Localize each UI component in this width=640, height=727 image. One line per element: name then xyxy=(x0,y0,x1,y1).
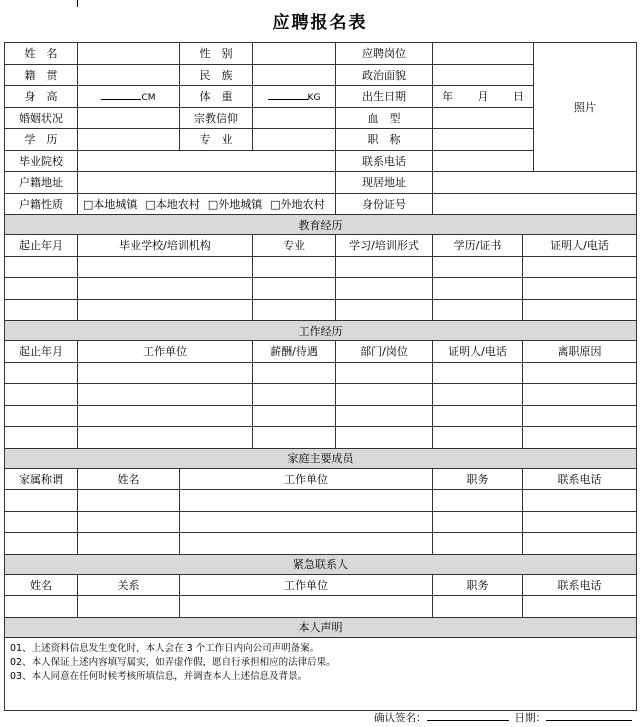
label-origin: 籍 贯 xyxy=(5,64,78,86)
work-cell[interactable] xyxy=(78,384,253,406)
input-education[interactable] xyxy=(78,129,180,151)
input-gender[interactable] xyxy=(253,43,336,65)
work-cell[interactable] xyxy=(523,405,637,427)
form-table xyxy=(4,42,637,711)
work-cell[interactable] xyxy=(5,384,78,406)
family-cell[interactable] xyxy=(433,490,523,512)
photo-box[interactable]: 照片 xyxy=(534,43,637,172)
emergency-header: 姓名 xyxy=(5,574,78,596)
edu-header: 证明人/电话 xyxy=(523,235,637,257)
family-row xyxy=(5,533,637,555)
family-cell[interactable] xyxy=(78,511,180,533)
work-cell[interactable] xyxy=(5,362,78,384)
edu-cell[interactable] xyxy=(433,299,523,321)
input-phone[interactable] xyxy=(433,150,534,172)
work-cell[interactable] xyxy=(253,384,336,406)
work-cell[interactable] xyxy=(78,427,253,449)
family-cell[interactable] xyxy=(5,490,78,512)
label-phone: 联系电话 xyxy=(336,150,433,172)
emergency-row xyxy=(5,596,637,618)
edu-cell[interactable] xyxy=(336,299,433,321)
family-cell[interactable] xyxy=(78,533,180,555)
family-cell[interactable] xyxy=(523,490,637,512)
checkbox-nonlocal-urban[interactable]: □外地城镇 xyxy=(207,197,263,211)
birth-day: 日 xyxy=(513,90,524,104)
input-marital[interactable] xyxy=(78,107,180,129)
work-cell[interactable] xyxy=(336,362,433,384)
unit-kg: KG xyxy=(307,93,321,104)
family-header: 家属称谓 xyxy=(5,468,78,490)
input-birth[interactable] xyxy=(433,86,534,108)
label-current-addr: 现居地址 xyxy=(336,172,433,194)
label-height: 身 高 xyxy=(5,86,78,108)
section-work: 工作经历 xyxy=(5,321,637,341)
emergency-cell[interactable] xyxy=(433,596,523,618)
family-row xyxy=(5,511,637,533)
emergency-header: 工作单位 xyxy=(180,574,433,596)
work-cell[interactable] xyxy=(523,362,637,384)
label-major: 专 业 xyxy=(180,129,253,151)
label-education: 学 历 xyxy=(5,129,78,151)
label-marital: 婚姻状况 xyxy=(5,107,78,129)
declaration-line: 03、本人同意在任何时候考核所填信息，并调查本人上述信息及背景。 xyxy=(10,670,308,682)
work-cell[interactable] xyxy=(253,362,336,384)
work-row xyxy=(5,427,637,449)
label-birth: 出生日期 xyxy=(336,86,433,108)
family-cell[interactable] xyxy=(180,511,433,533)
input-school[interactable] xyxy=(78,150,336,172)
family-header: 姓名 xyxy=(78,468,180,490)
work-cell[interactable] xyxy=(433,384,523,406)
label-hukou-type: 户籍性质 xyxy=(5,193,78,215)
label-ethnicity: 民 族 xyxy=(180,64,253,86)
label-weight: 体 重 xyxy=(180,86,253,108)
label-position: 应聘岗位 xyxy=(336,43,433,65)
work-cell[interactable] xyxy=(433,405,523,427)
label-name: 姓 名 xyxy=(5,43,78,65)
edu-cell[interactable] xyxy=(433,256,523,278)
hukou-type-options xyxy=(78,193,336,215)
input-origin[interactable] xyxy=(78,64,180,86)
label-hukou-addr: 户籍地址 xyxy=(5,172,78,194)
input-position[interactable] xyxy=(433,43,534,65)
work-cell[interactable] xyxy=(433,427,523,449)
family-cell[interactable] xyxy=(523,533,637,555)
family-cell[interactable] xyxy=(5,533,78,555)
label-gender: 性 别 xyxy=(180,43,253,65)
signature-field[interactable] xyxy=(427,710,509,721)
work-row xyxy=(5,384,637,406)
work-cell[interactable] xyxy=(5,427,78,449)
input-current-addr[interactable] xyxy=(433,172,637,194)
date-label: 日期： xyxy=(514,712,546,724)
edu-cell[interactable] xyxy=(253,278,336,300)
input-ethnicity[interactable] xyxy=(253,64,336,86)
work-row xyxy=(5,362,637,384)
edu-cell[interactable] xyxy=(78,278,253,300)
edu-row xyxy=(5,299,637,321)
label-title: 职 称 xyxy=(336,129,433,151)
section-family: 家庭主要成员 xyxy=(5,448,637,468)
emergency-header: 联系电话 xyxy=(523,574,637,596)
date-field[interactable] xyxy=(546,710,632,721)
work-cell[interactable] xyxy=(78,405,253,427)
application-form xyxy=(4,42,636,711)
input-title[interactable] xyxy=(433,129,534,151)
checkbox-local-rural[interactable]: □本地农村 xyxy=(145,197,200,211)
input-weight[interactable] xyxy=(253,86,336,108)
work-header: 离职原因 xyxy=(523,341,637,363)
declaration-line: 02、本人保证上述内容填写属实，如弄虚作假，愿自行承担相应的法律后果。 xyxy=(10,656,336,668)
work-header: 部门/岗位 xyxy=(336,341,433,363)
work-row xyxy=(5,405,637,427)
input-name[interactable] xyxy=(78,43,180,65)
edu-cell[interactable] xyxy=(253,299,336,321)
section-emergency: 紧急联系人 xyxy=(5,554,637,574)
work-header: 起止年月 xyxy=(5,341,78,363)
edu-cell[interactable] xyxy=(523,256,637,278)
edu-header: 毕业学校/培训机构 xyxy=(78,235,253,257)
input-blood[interactable] xyxy=(433,107,534,129)
emergency-header: 关系 xyxy=(78,574,180,596)
edu-cell[interactable] xyxy=(523,299,637,321)
sign-label: 确认签名： xyxy=(374,712,427,724)
declaration-box xyxy=(5,637,637,710)
family-cell[interactable] xyxy=(180,533,433,555)
label-id-card: 身份证号 xyxy=(336,193,433,215)
emergency-cell[interactable] xyxy=(180,596,433,618)
declaration-line: 01、上述资料信息发生变化时，本人会在 3 个工作日内向公司声明备案。 xyxy=(10,642,320,654)
family-header: 工作单位 xyxy=(180,468,433,490)
edu-header: 起止年月 xyxy=(5,235,78,257)
label-school: 毕业院校 xyxy=(5,150,78,172)
family-cell[interactable] xyxy=(78,490,180,512)
checkbox-local-urban[interactable]: □本地城镇 xyxy=(83,197,138,211)
edu-cell[interactable] xyxy=(5,299,78,321)
family-header: 联系电话 xyxy=(523,468,637,490)
input-politics[interactable] xyxy=(433,64,534,86)
work-header: 薪酬/待遇 xyxy=(253,341,336,363)
family-cell[interactable] xyxy=(433,511,523,533)
family-cell[interactable] xyxy=(523,511,637,533)
work-cell[interactable] xyxy=(523,384,637,406)
edu-row xyxy=(5,256,637,278)
family-header: 职务 xyxy=(433,468,523,490)
input-height[interactable] xyxy=(78,86,180,108)
input-id-card[interactable] xyxy=(433,193,637,215)
input-major[interactable] xyxy=(253,129,336,151)
edu-cell[interactable] xyxy=(433,278,523,300)
input-religion[interactable] xyxy=(253,107,336,129)
edu-header: 专业 xyxy=(253,235,336,257)
edu-cell[interactable] xyxy=(336,278,433,300)
work-cell[interactable] xyxy=(253,405,336,427)
edu-cell[interactable] xyxy=(336,256,433,278)
birth-month: 月 xyxy=(477,90,489,104)
work-cell[interactable] xyxy=(523,427,637,449)
signature-area xyxy=(374,710,632,725)
family-cell[interactable] xyxy=(433,533,523,555)
work-cell[interactable] xyxy=(336,384,433,406)
family-cell[interactable] xyxy=(5,511,78,533)
edu-cell[interactable] xyxy=(253,256,336,278)
work-cell[interactable] xyxy=(433,362,523,384)
input-hukou-addr[interactable] xyxy=(78,172,336,194)
work-cell[interactable] xyxy=(253,427,336,449)
edu-cell[interactable] xyxy=(523,278,637,300)
edu-header: 学习/培训形式 xyxy=(336,235,433,257)
edu-cell[interactable] xyxy=(78,299,253,321)
work-header: 证明人/电话 xyxy=(433,341,523,363)
emergency-header: 职务 xyxy=(433,574,523,596)
label-religion: 宗教信仰 xyxy=(180,107,253,129)
edu-row xyxy=(5,278,637,300)
edu-cell[interactable] xyxy=(5,278,78,300)
work-cell[interactable] xyxy=(78,362,253,384)
work-cell[interactable] xyxy=(336,427,433,449)
work-cell[interactable] xyxy=(5,405,78,427)
edu-cell[interactable] xyxy=(5,256,78,278)
form-title: 应聘报名表 xyxy=(272,13,368,33)
emergency-cell[interactable] xyxy=(523,596,637,618)
emergency-cell[interactable] xyxy=(5,596,78,618)
edu-cell[interactable] xyxy=(78,256,253,278)
emergency-cell[interactable] xyxy=(78,596,180,618)
edu-header: 学历/证书 xyxy=(433,235,523,257)
label-blood: 血 型 xyxy=(336,107,433,129)
checkbox-nonlocal-rural[interactable]: □外地农村 xyxy=(270,197,325,211)
section-declaration: 本人声明 xyxy=(5,617,637,637)
unit-cm: CM xyxy=(141,93,156,104)
family-cell[interactable] xyxy=(180,490,433,512)
family-row xyxy=(5,490,637,512)
work-header: 工作单位 xyxy=(78,341,253,363)
section-education: 教育经历 xyxy=(5,215,637,235)
work-cell[interactable] xyxy=(336,405,433,427)
top-tick-mark xyxy=(77,0,78,7)
birth-year: 年 xyxy=(442,90,454,104)
label-politics: 政治面貌 xyxy=(336,64,433,86)
